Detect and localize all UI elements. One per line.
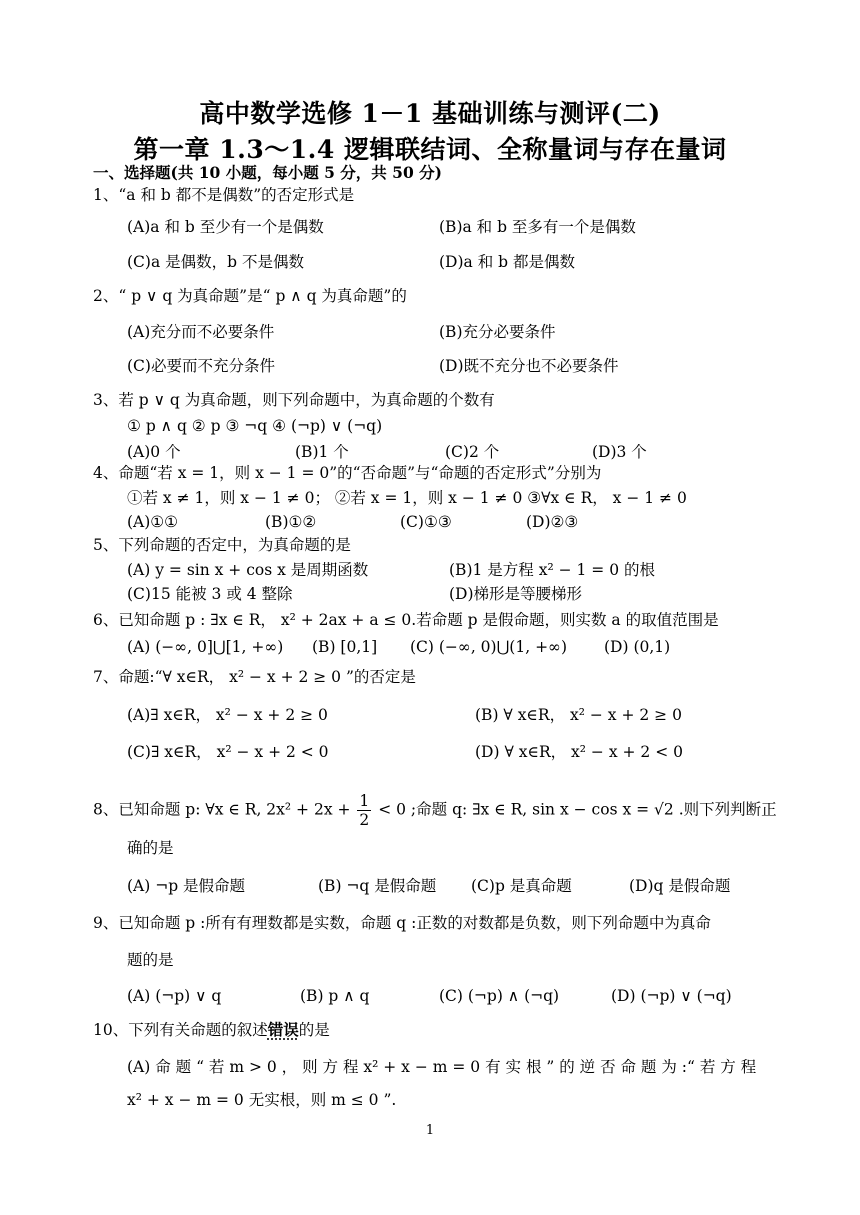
- question-7-option-c: (C)∃ x∈R， x² − x + 2 < 0: [127, 743, 329, 761]
- question-10-option-a-line2: x² + x − m = 0 无实根，则 m ≤ 0 ”.: [127, 1091, 397, 1109]
- question-9-option-d: (D) (¬p) ∨ (¬q): [611, 987, 732, 1005]
- question-8-option-d: (D)q 是假命题: [629, 877, 731, 895]
- question-8-stem-pre: 8、已知命题 p: ∀x ∈ R, 2x² + 2x +: [93, 800, 356, 819]
- question-5-option-a: (A) y = sin x + cos x 是周期函数: [127, 561, 369, 579]
- question-1-option-c: (C)a 是偶数，b 不是偶数: [127, 253, 304, 271]
- section-heading: 一、选择题(共 10 小题，每小题 5 分，共 50 分): [93, 163, 442, 182]
- question-3-option-b: (B)1 个: [295, 443, 349, 461]
- question-6-option-a: (A) (−∞, 0]⋃[1, +∞): [127, 638, 284, 656]
- question-8-stem: [93, 792, 777, 829]
- question-9-option-b: (B) p ∧ q: [300, 987, 370, 1005]
- question-5-stem: 5、下列命题的否定中，为真命题的是: [93, 536, 351, 554]
- question-7-option-a: (A)∃ x∈R， x² − x + 2 ≥ 0: [127, 706, 328, 724]
- page-number: 1: [425, 1123, 435, 1138]
- document-subtitle: 第一章 1.3～1.4 逻辑联结词、全称量词与存在量词: [133, 135, 727, 164]
- fraction-denominator: 2: [359, 811, 370, 829]
- question-6-option-b: (B) [0,1]: [312, 638, 378, 656]
- question-10-stem-post: 的是: [298, 1021, 330, 1039]
- question-5-option-d: (D)梯形是等腰梯形: [449, 585, 583, 603]
- question-5-option-c: (C)15 能被 3 或 4 整除: [127, 585, 293, 603]
- question-9-stem: 9、已知命题 p :所有有理数都是实数，命题 q :正数的对数都是负数，则下列命题中为真命: [93, 914, 711, 932]
- question-2-option-c: (C)必要而不充分条件: [127, 357, 275, 375]
- question-10-option-a-line1: (A) 命 题 “ 若 m > 0 ， 则 方 程 x² + x − m = 0 有 实 根 ” 的 逆 否 命 题 为 :“ 若 方 程: [127, 1058, 757, 1076]
- question-4-option-d: (D)②③: [526, 513, 579, 531]
- question-8-option-a: (A) ¬p 是假命题: [127, 877, 246, 895]
- question-1-option-b: (B)a 和 b 至多有一个是偶数: [439, 218, 636, 236]
- question-3-stem: 3、若 p ∨ q 为真命题，则下列命题中，为真命题的个数有: [93, 391, 495, 409]
- question-4-option-b: (B)①②: [265, 513, 317, 531]
- question-10-emphasis: 错误: [267, 1020, 299, 1039]
- question-8-option-c: (C)p 是真命题: [471, 877, 572, 895]
- question-7-option-d: (D) ∀ x∈R， x² − x + 2 < 0: [475, 743, 683, 761]
- question-6-option-c: (C) (−∞, 0)⋃(1, +∞): [410, 638, 568, 656]
- question-9-stem-continued: 题的是: [127, 951, 174, 969]
- question-9-option-a: (A) (¬p) ∨ q: [127, 987, 222, 1005]
- document-title: 高中数学选修 1－1 基础训练与测评(二): [199, 99, 661, 128]
- question-3-option-d: (D)3 个: [592, 443, 647, 461]
- question-8-stem-continued: 确的是: [127, 839, 174, 857]
- question-5-option-b: (B)1 是方程 x² − 1 = 0 的根: [449, 561, 655, 579]
- question-7-option-b: (B) ∀ x∈R， x² − x + 2 ≥ 0: [475, 706, 682, 724]
- question-10-stem: [93, 1020, 330, 1040]
- question-8-stem-post: < 0 ;命题 q: ∃x ∈ R, sin x − cos x = √2 .则下列判断正: [373, 800, 777, 819]
- question-1-option-a: (A)a 和 b 至少有一个是偶数: [127, 218, 324, 236]
- question-4-option-c: (C)①③: [400, 513, 452, 531]
- question-1-option-d: (D)a 和 b 都是偶数: [439, 253, 575, 271]
- question-2-stem: 2、“ p ∨ q 为真命题”是“ p ∧ q 为真命题”的: [93, 287, 407, 305]
- question-3-option-c: (C)2 个: [445, 443, 500, 461]
- question-4-items: ①若 x ≠ 1，则 x − 1 ≠ 0； ②若 x = 1，则 x − 1 ≠ 0 ③∀x ∈ R， x − 1 ≠ 0: [127, 489, 687, 507]
- question-4-option-a: (A)①①: [127, 513, 179, 531]
- question-7-stem: 7、命题:“∀ x∈R， x² − x + 2 ≥ 0 ”的否定是: [93, 668, 416, 686]
- question-4-stem: 4、命题“若 x = 1，则 x − 1 = 0”的“否命题”与“命题的否定形式”分别为: [93, 464, 602, 482]
- question-2-option-a: (A)充分而不必要条件: [127, 323, 275, 341]
- question-1-stem: 1、“a 和 b 都不是偶数”的否定形式是: [93, 186, 355, 204]
- question-3-option-a: (A)0 个: [127, 443, 181, 461]
- question-10-stem-pre: 10、下列有关命题的叙述: [93, 1021, 268, 1039]
- question-2-option-b: (B)充分必要条件: [439, 323, 556, 341]
- fraction: [357, 792, 371, 829]
- question-8-option-b: (B) ¬q 是假命题: [318, 877, 437, 895]
- question-9-option-c: (C) (¬p) ∧ (¬q): [439, 987, 560, 1005]
- fraction-numerator: 1: [359, 792, 370, 810]
- question-3-items: ① p ∧ q ② p ③ ¬q ④ (¬p) ∨ (¬q): [127, 417, 383, 435]
- question-6-stem: 6、已知命题 p : ∃x ∈ R， x² + 2ax + a ≤ 0.若命题 p 是假命题，则实数 a 的取值范围是: [93, 611, 719, 629]
- question-6-option-d: (D) (0,1): [604, 638, 671, 656]
- question-2-option-d: (D)既不充分也不必要条件: [439, 357, 619, 375]
